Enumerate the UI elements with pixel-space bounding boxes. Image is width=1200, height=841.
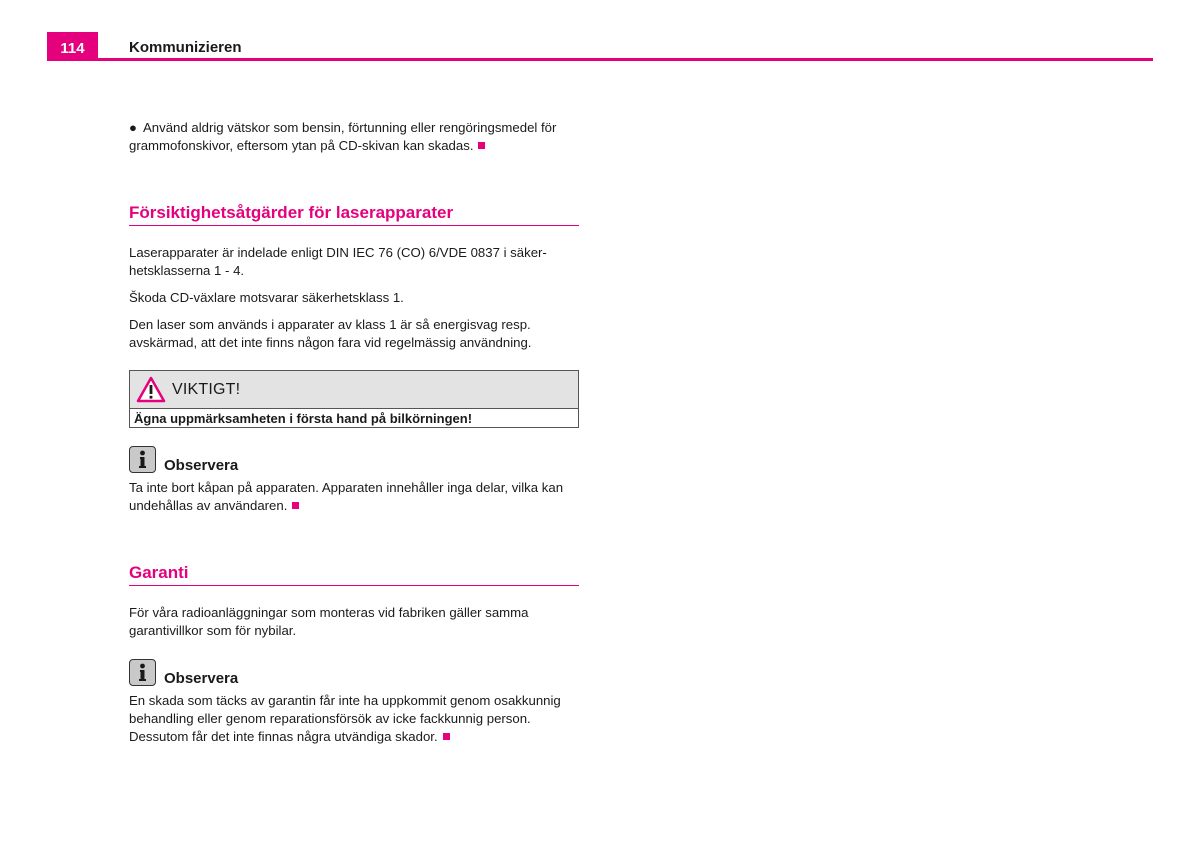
- note-title-2: Observera: [164, 670, 239, 687]
- laser-paragraph-2: [129, 289, 579, 307]
- note-text-1: Ta inte bort kåpan på apparaten. Apparaten innehåller inga delar, vilka kan undehållas av användaren.: [129, 480, 564, 513]
- laser-text-1: Laserapparater är indelade enligt DIN IEC 76 (CO) 6/VDE 0837 i säker-hetsklasserna 1 - 4.: [129, 245, 547, 278]
- page-number: 114: [47, 32, 98, 61]
- laser-text-2: Škoda CD-växlare motsvarar säkerhetsklass 1.: [129, 290, 404, 305]
- section-heading-laser: Försiktighetsåtgärder för laserapparater: [129, 203, 579, 226]
- warning-box: [129, 370, 579, 428]
- info-icon: [129, 446, 156, 473]
- info-glyph-icon: [130, 447, 155, 472]
- end-mark-icon: [292, 502, 299, 509]
- warning-title: VIKTIGT!: [172, 380, 241, 398]
- info-icon: [129, 659, 156, 686]
- note-body-2: [129, 692, 579, 746]
- note-text-2: En skada som täcks av garantin får inte ha uppkommit genom osakkunnig behandling eller genom reparationsförsök av icke fackkunnig person. Dessutom får det inte finnas några utvändiga skador.: [129, 693, 561, 744]
- intro-text: Använd aldrig vätskor som bensin, förtunning eller rengöringsmedel för grammofonskivor, eftersom ytan på CD-skivan kan skadas.: [129, 120, 557, 153]
- garanti-text: För våra radioanläggningar som monteras vid fabriken gäller samma garantivillkor som för nybilar.: [129, 605, 529, 638]
- chapter-title: Kommunizieren: [129, 39, 242, 56]
- end-mark-icon: [478, 142, 485, 149]
- bullet-icon: ●: [129, 120, 137, 135]
- laser-paragraph-3: [129, 316, 579, 352]
- warning-text: Ägna uppmärksamheten i första hand på bilkörningen!: [134, 411, 473, 426]
- end-mark-icon: [443, 733, 450, 740]
- garanti-paragraph: [129, 604, 579, 640]
- header-rule: [98, 58, 1153, 61]
- laser-paragraph-1: [129, 244, 579, 280]
- note-body-1: [129, 479, 579, 515]
- info-glyph-icon: [130, 660, 155, 685]
- note-title-1: Observera: [164, 457, 239, 474]
- warning-triangle-icon: [136, 376, 166, 403]
- section-heading-garanti: Garanti: [129, 563, 579, 586]
- warning-header: [130, 371, 578, 409]
- intro-bullet-item: [129, 119, 579, 155]
- laser-text-3: Den laser som används i apparater av klass 1 är så energisvag resp. avskärmad, att det inte finns någon fara vid regelmässig användning.: [129, 317, 532, 350]
